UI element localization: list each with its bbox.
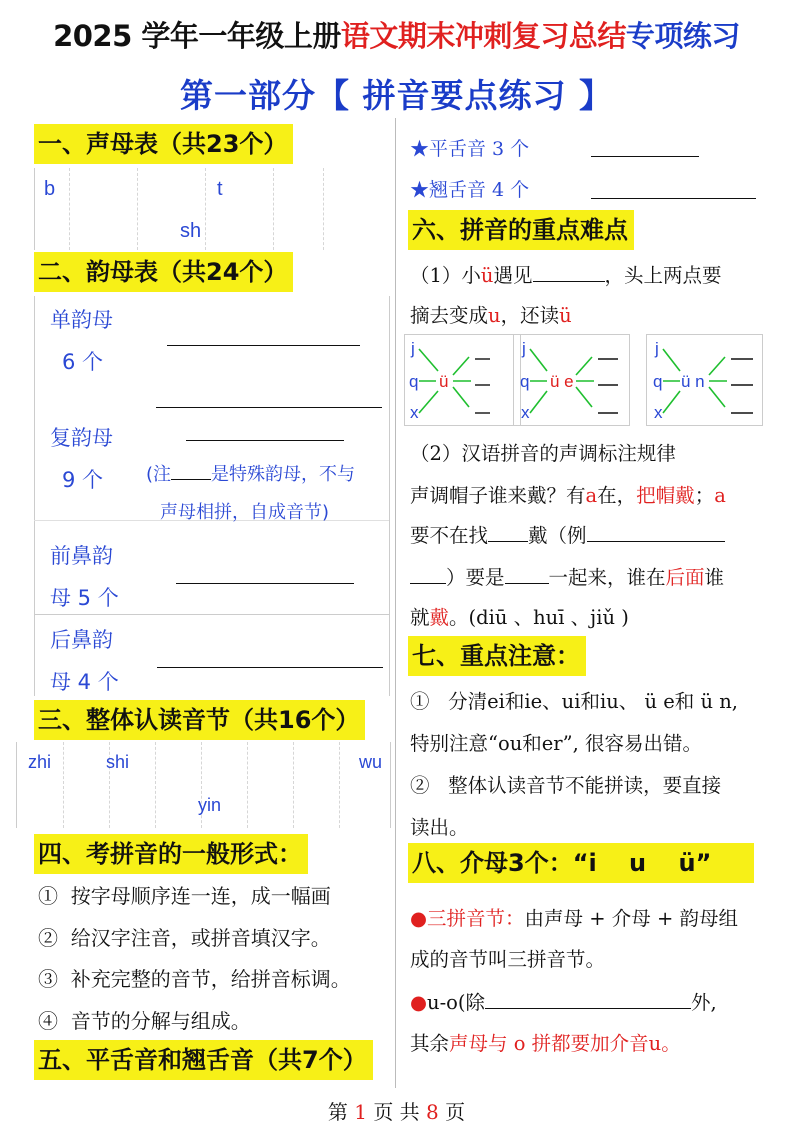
text: ；: [694, 484, 715, 507]
rule-2-line-3: [410, 562, 724, 590]
arrows: [647, 335, 762, 425]
item-text: 按字母顺序连一连，成一幅画: [70, 884, 331, 908]
blank[interactable]: [533, 262, 605, 283]
jqx-box-1: [404, 334, 521, 426]
jqx-box-2: [513, 334, 630, 426]
text: 后面: [665, 566, 705, 589]
form-item-4: [38, 1005, 251, 1034]
answer-line[interactable]: [167, 345, 360, 346]
answer-line[interactable]: [156, 407, 382, 408]
answer-line[interactable]: [591, 156, 699, 157]
compound-finals-label: 复韵母: [50, 426, 113, 450]
text: u-o(除: [427, 991, 486, 1014]
text: （1）小: [410, 264, 481, 287]
blank[interactable]: [485, 989, 691, 1010]
heading-whole-syllables: 三、整体认读音节（共16个）: [34, 700, 365, 740]
rule-2-title: （2）汉语拼音的声调标注规律: [410, 442, 676, 465]
text: 就: [410, 606, 430, 629]
front-nasal-label: 前鼻韵: [50, 544, 113, 568]
text: 戴: [429, 606, 450, 629]
text: 声调帽子谁来戴？有: [410, 484, 586, 507]
letter-un: ü n: [681, 372, 705, 391]
answer-line[interactable]: [186, 440, 344, 441]
form-item-3: [38, 963, 351, 992]
initial-b: b: [44, 178, 56, 200]
letter-j: j: [522, 339, 526, 358]
text: u: [488, 304, 501, 327]
letter-q: q: [409, 372, 419, 391]
letter-x: x: [521, 403, 530, 422]
item-number: ③: [38, 967, 58, 991]
blank[interactable]: [587, 522, 725, 543]
uo-rule-line-2: [410, 1028, 681, 1056]
text: ，头上两点要: [604, 264, 722, 287]
letter-x: x: [410, 403, 419, 422]
text: 。(diū 、huī 、jiǔ ): [449, 606, 629, 629]
heading-forms: 四、考拼音的一般形式：: [34, 834, 308, 874]
text: ）要是: [446, 566, 505, 589]
blank[interactable]: [410, 564, 446, 585]
text: a: [585, 484, 598, 507]
text: ü: [559, 304, 572, 327]
item-text: 给汉字注音，或拼音填汉字。: [70, 926, 331, 950]
syllable-zhi: zhi: [28, 752, 52, 772]
finals-divider: [34, 614, 390, 615]
letter-u-umlaut: ü: [439, 372, 449, 391]
text: 分清ei和ie、ui和iu、 ü e和 ü n,: [448, 690, 738, 713]
text: 戴（例: [528, 524, 587, 547]
item-number: ②: [38, 926, 58, 950]
item-text: 补充完整的音节，给拼音标调。: [70, 967, 351, 991]
initials-grid: [34, 168, 391, 250]
letter-x: x: [654, 403, 663, 422]
syllable-shi: shi: [106, 752, 130, 772]
back-nasal-label: 后鼻韵: [50, 628, 113, 652]
text: a: [714, 484, 726, 507]
heading-attention: 七、重点注意：: [408, 636, 586, 676]
text: 第: [327, 1100, 348, 1124]
text: 摘去变成: [410, 304, 489, 327]
letter-ue: ü e: [550, 372, 574, 391]
text: 其余: [410, 1032, 450, 1055]
total-pages: 8: [426, 1100, 439, 1124]
column-divider: [395, 118, 396, 1088]
back-nasal-count: 母 4 个: [50, 670, 119, 694]
heading-flat-curl: 五、平舌音和翘舌音（共7个）: [34, 1040, 373, 1080]
document-title: [0, 14, 793, 55]
compound-note-line2: 声母相拼，自成音节): [160, 502, 330, 523]
answer-line[interactable]: [591, 198, 756, 199]
text: ●: [410, 991, 428, 1014]
item-number: ①: [410, 690, 430, 713]
single-finals-label: 单韵母: [50, 308, 113, 332]
attention-2-line-1: [410, 770, 721, 798]
note-mid: 是特殊韵母，不与: [211, 464, 356, 485]
text: 外,: [691, 991, 717, 1014]
rule-2-line-1: [410, 480, 726, 508]
triple-syllable-line-2: 成的音节叫三拼音节。: [410, 948, 606, 971]
arrows: [405, 335, 520, 425]
text: 一起来，谁在: [548, 566, 666, 589]
text: 页: [445, 1100, 466, 1124]
item-text: 音节的分解与组成。: [70, 1009, 251, 1033]
letter-q: q: [653, 372, 663, 391]
section-subtitle: 第一部分【 拼音要点练习 】: [180, 76, 613, 115]
arrows: [514, 335, 629, 425]
text: 遇见: [493, 264, 533, 287]
text: 页 共: [373, 1100, 420, 1124]
letter-q: q: [520, 372, 530, 391]
text: 声母与 o 拼都要加介音u。: [449, 1032, 681, 1055]
text: 要不在找: [410, 524, 489, 547]
form-item-2: [38, 922, 331, 951]
title-part-2: 语文期末冲刺复习总结: [340, 19, 626, 53]
rule-2-line-2: [410, 520, 725, 548]
finals-box-right: [389, 296, 390, 696]
title-part-3: 专项练习: [625, 19, 740, 53]
rule-1-line-2: [410, 300, 572, 328]
syllable-yin: yin: [198, 795, 222, 815]
item-number: ①: [38, 884, 58, 908]
text: 谁: [704, 566, 725, 589]
heading-initials: 一、声母表（共23个）: [34, 124, 293, 164]
jqx-box-3: [646, 334, 763, 426]
attention-1-line-1: [410, 686, 738, 714]
page-footer: [0, 1096, 793, 1125]
heading-finals: 二、韵母表（共24个）: [34, 252, 293, 292]
text: 整体认读音节不能拼读，要直接: [448, 774, 722, 797]
attention-1-line-2: 特别注意“ou和er”, 很容易出错。: [410, 732, 702, 755]
text: 把帽戴: [636, 484, 695, 507]
rule-1-line-1: [410, 260, 722, 288]
flat-tongue-label: ★平舌音 3 个: [410, 138, 530, 160]
answer-line[interactable]: [157, 667, 383, 668]
text: 在，: [597, 484, 637, 507]
curl-tongue-label: ★翘舌音 4 个: [410, 179, 530, 201]
initial-sh: sh: [180, 220, 202, 242]
rule-2-line-4: [410, 602, 629, 630]
item-number: ④: [38, 1009, 58, 1033]
triple-syllable-line-1: [410, 903, 738, 931]
note-open: (注: [146, 464, 172, 485]
blank[interactable]: [505, 564, 549, 585]
text: ●三拼音节：: [410, 907, 525, 930]
compound-finals-count: 9 个: [62, 468, 104, 492]
heading-medials: 八、介母3个：“i u ü”: [408, 843, 754, 883]
single-finals-count: 6 个: [62, 350, 104, 374]
syllable-wu: wu: [359, 752, 383, 772]
text: ，还读: [500, 304, 560, 327]
current-page: 1: [354, 1100, 367, 1124]
uo-rule-line-1: [410, 987, 717, 1015]
front-nasal-count: 母 5 个: [50, 586, 119, 610]
text: 由声母 + 介母 + 韵母组: [524, 907, 738, 930]
text: ü: [480, 264, 494, 287]
note-blank[interactable]: [171, 461, 211, 480]
initial-t: t: [217, 178, 223, 200]
blank[interactable]: [488, 522, 528, 543]
item-number: ②: [410, 774, 430, 797]
compound-note: [146, 460, 355, 486]
form-item-1: [38, 880, 331, 909]
title-part-1: 2025 学年一年级上册: [53, 19, 341, 53]
letter-j: j: [655, 339, 659, 358]
letter-j: j: [411, 339, 415, 358]
heading-key-points: 六、拼音的重点难点: [408, 210, 634, 250]
answer-line[interactable]: [176, 583, 354, 584]
attention-2-line-2: 读出。: [410, 816, 469, 839]
